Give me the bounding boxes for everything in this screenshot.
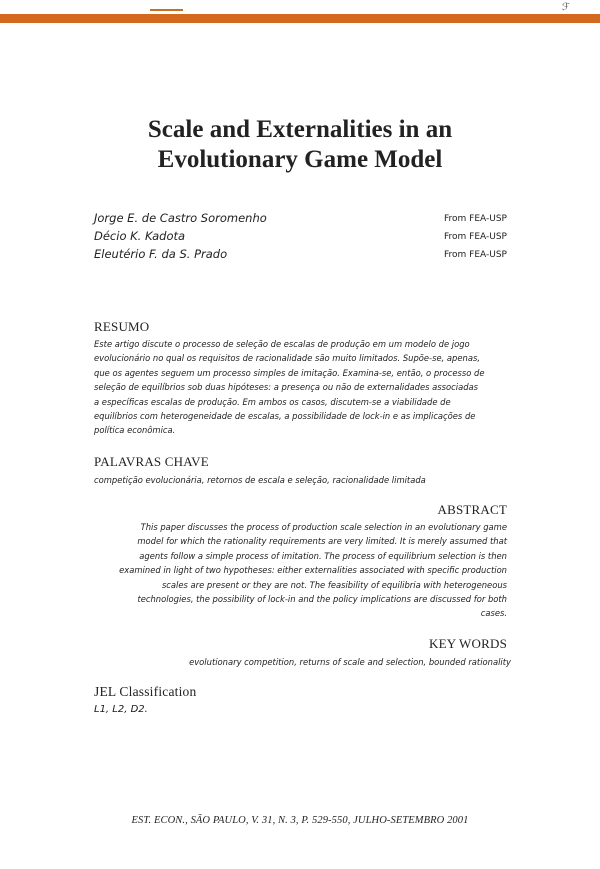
- author-affiliation: From FEA-USP: [444, 214, 507, 224]
- palavras-chave-text: competição evolucionária, retornos de escala e seleção, racionalidade limitada: [94, 475, 426, 485]
- author-name: Décio K. Kadota: [94, 229, 186, 243]
- author-affiliation: From FEA-USP: [444, 232, 507, 242]
- resumo-line: seleção de equilíbrios sob duas hipóteses: a presença ou não de externalidades associadas: [94, 382, 479, 393]
- paper-title-line-2: Evolutionary Game Model: [157, 146, 443, 173]
- top-accent-line: [150, 9, 183, 11]
- abstract-line: model for which the rationality requirements are very limited. It is merely assumed that: [137, 536, 507, 547]
- author-affiliation: From FEA-USP: [444, 250, 507, 260]
- abstract-line: examined in light of two hypotheses: either externalities associated with specific production: [119, 565, 507, 576]
- abstract-line: agents follow a simple process of imitation. The process of equilibrium selection is then: [139, 550, 507, 561]
- resumo-line: evolucionário no qual os requisitos de racionalidade são muito limitados. Supõe-se, apenas,: [94, 353, 480, 364]
- abstract-line: technologies, the possibility of lock-in and the policy implications are discussed for both: [137, 594, 507, 605]
- corner-mark: ℱ: [562, 2, 570, 13]
- abstract-heading: ABSTRACT: [437, 502, 507, 517]
- paper-title: [0, 115, 600, 175]
- abstract-line: scales are present or they are not. The feasibility of equilibria with heterogeneous: [161, 579, 507, 590]
- jel-heading: JEL Classification: [94, 684, 197, 699]
- author-row: [94, 229, 514, 247]
- author-list: [94, 211, 514, 265]
- abstract-text: [100, 520, 507, 621]
- resumo-heading: RESUMO: [94, 319, 150, 334]
- top-accent-bar: [0, 14, 600, 23]
- journal-citation-footer: EST. ECON., SÃO PAULO, V. 31, N. 3, P. 529-550, JULHO-SETEMBRO 2001: [131, 815, 469, 826]
- author-row: [94, 247, 514, 265]
- key-words-text: evolutionary competition, returns of scale and selection, bounded rationality: [189, 657, 511, 667]
- paper-title-line-1: Scale and Externalities in an: [147, 116, 453, 143]
- palavras-chave-heading: PALAVRAS CHAVE: [94, 454, 209, 469]
- author-row: [94, 211, 514, 229]
- resumo-line: Este artigo discute o processo de seleção de escalas de produção em um modelo de jogo: [94, 339, 470, 349]
- resumo-line: que os agentes seguem um processo simples de imitação. Examina-se, então, o processo de: [94, 367, 485, 378]
- author-name: Eleutério F. da S. Prado: [94, 247, 228, 261]
- resumo-line: a específicas escalas de produção. Em ambos os casos, discutem-se a viabilidade de: [94, 396, 451, 407]
- abstract-line: This paper discusses the process of production scale selection in an evolutionary game: [140, 522, 507, 532]
- abstract-line: cases.: [480, 608, 507, 619]
- key-words-heading: KEY WORDS: [429, 636, 507, 651]
- resumo-line: política econômica.: [94, 425, 176, 436]
- jel-codes: L1, L2, D2.: [94, 704, 148, 715]
- resumo-line: equilíbrios com heterogeneidade de escalas, a possibilidade de lock-in e as implicações de: [94, 411, 476, 422]
- author-name: Jorge E. de Castro Soromenho: [94, 211, 267, 225]
- resumo-text: [94, 337, 512, 438]
